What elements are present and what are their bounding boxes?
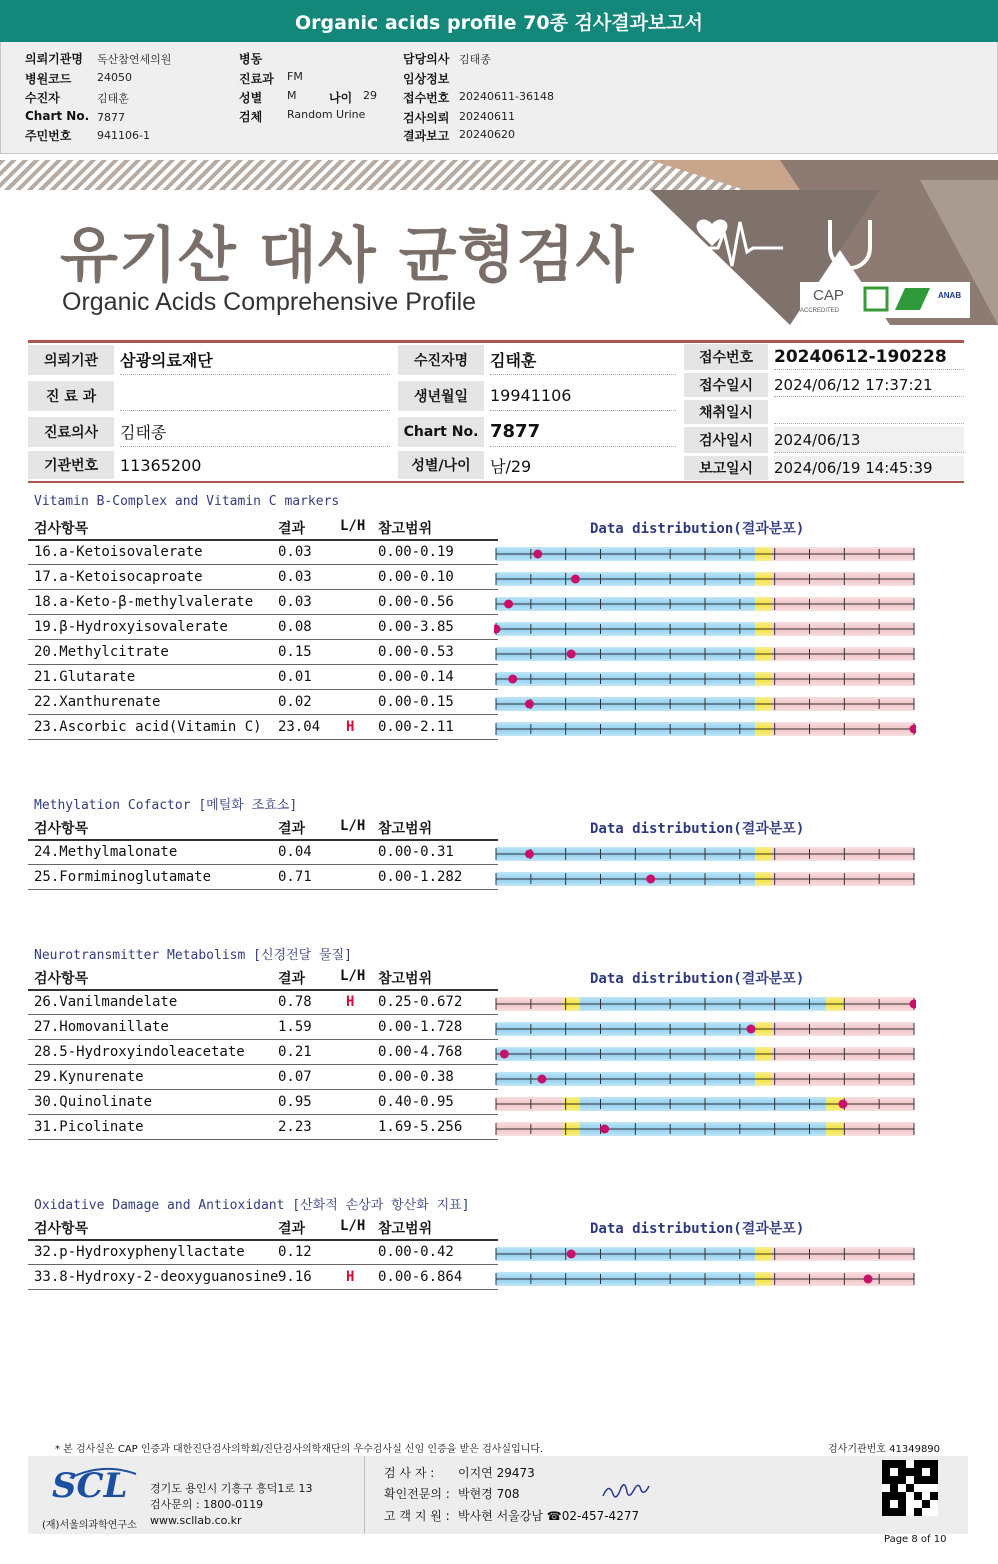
col-header-range: 참고범위 [378, 521, 433, 537]
test-result: 0.71 [278, 869, 312, 885]
header-value: 20240611 [459, 110, 515, 123]
result-marker [533, 550, 542, 559]
header-value: M [287, 89, 297, 102]
distribution-bar [494, 994, 916, 1014]
info-value: 19941106 [490, 381, 676, 411]
tester: 이지연 29473 [458, 1466, 535, 1480]
header-value: FM [287, 70, 303, 83]
test-range: 0.00-0.14 [378, 669, 454, 685]
distribution-bar [494, 869, 916, 889]
test-range: 0.00-1.282 [378, 869, 463, 885]
result-marker [864, 1275, 873, 1284]
distribution-bar [494, 544, 916, 564]
col-header-distribution: Data distribution(결과분포) [590, 521, 805, 537]
test-result: 0.21 [278, 1044, 312, 1060]
header-value: 7877 [97, 111, 125, 124]
test-flag: H [346, 719, 355, 735]
header-value: 29 [363, 89, 377, 102]
result-marker [746, 1025, 755, 1034]
col-header-result: 결과 [278, 821, 306, 837]
test-name: 27.Homovanillate [34, 1019, 169, 1035]
expert-label: 확인전문의 : [384, 1487, 450, 1501]
info-label: Chart No. [398, 417, 484, 447]
info-label: 보고일시 [684, 456, 768, 480]
lm-logo [865, 288, 887, 310]
table-row [28, 690, 498, 715]
distribution-bar [494, 644, 916, 664]
footer-divider [364, 1456, 365, 1534]
test-name: 31.Picolinate [34, 1119, 144, 1135]
banner-graphic [650, 160, 998, 325]
header-value: 20240620 [459, 128, 515, 141]
distribution-bar [494, 1069, 916, 1089]
header-label: Chart No. [25, 109, 90, 123]
qr-code-icon [882, 1460, 938, 1516]
info-value: 2024/06/12 17:37:21 [774, 373, 964, 397]
test-result: 0.78 [278, 994, 312, 1010]
test-name: 26.Vanilmandelate [34, 994, 178, 1010]
test-result: 23.04 [278, 719, 321, 735]
test-result: 0.03 [278, 594, 312, 610]
scl-logo: SCL [52, 1466, 128, 1506]
col-header-lh: L/H [340, 818, 366, 834]
info-label: 기관번호 [28, 451, 114, 479]
table-row [28, 640, 498, 665]
info-top-border [28, 340, 964, 343]
table-row [28, 840, 498, 865]
info-label: 성별/나이 [398, 451, 484, 479]
info-value: 7877 [490, 417, 676, 447]
result-marker [646, 875, 655, 884]
test-name: 30.Quinolinate [34, 1094, 153, 1110]
table-row [28, 590, 498, 615]
test-result: 0.03 [278, 569, 312, 585]
address: 경기도 용인시 기흥구 흥덕1로 13 [150, 1482, 313, 1495]
test-range: 0.00-0.15 [378, 694, 454, 710]
info-value: 2024/06/13 [774, 427, 964, 453]
info-value [774, 400, 964, 424]
header-label: 접수번호 [403, 91, 450, 105]
distribution-bar [494, 594, 916, 614]
header-value: 김태종 [459, 53, 491, 66]
header-label: 검체 [239, 110, 263, 124]
col-header-lh: L/H [340, 518, 366, 534]
test-flag: H [346, 1269, 355, 1285]
col-header-distribution: Data distribution(결과분포) [590, 1221, 805, 1237]
header-value: 김태훈 [97, 92, 129, 105]
test-name: 19.β-Hydroxyisovalerate [34, 619, 228, 635]
header-label: 검사의뢰 [403, 111, 450, 125]
test-result: 0.08 [278, 619, 312, 635]
test-name: 32.p-Hydroxyphenyllactate [34, 1244, 245, 1260]
table-row [28, 1265, 498, 1290]
table-row [28, 990, 498, 1015]
signature [600, 1478, 652, 1506]
result-marker [567, 1250, 576, 1259]
header-value: Random Urine [287, 108, 366, 121]
col-header-item: 검사항목 [34, 971, 89, 987]
col-header-result: 결과 [278, 971, 306, 987]
section-title: Neurotransmitter Metabolism [신경전달 물질] [34, 948, 352, 963]
header-label: 병동 [239, 52, 263, 66]
test-name: 22.Xanthurenate [34, 694, 161, 710]
test-name: 16.a-Ketoisovalerate [34, 544, 203, 560]
cap-logo: CAP [813, 287, 844, 304]
result-marker [571, 575, 580, 584]
test-range: 0.00-0.56 [378, 594, 454, 610]
info-label: 진료의사 [28, 417, 114, 447]
section-title: Vitamin B-Complex and Vitamin C markers [34, 494, 340, 509]
test-range: 0.25-0.672 [378, 994, 463, 1010]
anab-logo: ANAB [938, 291, 962, 300]
header-value: 24050 [97, 71, 132, 84]
info-value: 삼광의료재단 [120, 345, 390, 375]
test-name: 17.a-Ketoisocaproate [34, 569, 203, 585]
distribution-bar [494, 1269, 916, 1289]
result-marker [508, 675, 517, 684]
distribution-bar [494, 569, 916, 589]
test-result: 2.23 [278, 1119, 312, 1135]
table-row [28, 1015, 498, 1040]
header-label: 주민번호 [25, 129, 72, 143]
result-marker [525, 700, 534, 709]
test-name: 25.Formiminoglutamate [34, 869, 212, 885]
test-name: 20.Methylcitrate [34, 644, 169, 660]
test-result: 0.15 [278, 644, 312, 660]
col-header-result: 결과 [278, 1221, 306, 1237]
table-row [28, 665, 498, 690]
test-range: 0.00-6.864 [378, 1269, 463, 1285]
distribution-bar [494, 1094, 916, 1114]
info-value [120, 381, 390, 411]
table-row [28, 615, 498, 640]
test-result: 0.07 [278, 1069, 312, 1085]
distribution-bar [494, 844, 916, 864]
test-range: 0.40-0.95 [378, 1094, 454, 1110]
test-range: 0.00-0.42 [378, 1244, 454, 1260]
test-result: 0.03 [278, 544, 312, 560]
page-title: 유기산 대사 균형검사 [60, 221, 635, 291]
col-header-lh: L/H [340, 968, 366, 984]
test-name: 28.5-Hydroxyindoleacetate [34, 1044, 245, 1060]
result-marker [525, 850, 534, 859]
test-name: 24.Methylmalonate [34, 844, 178, 860]
test-result: 0.02 [278, 694, 312, 710]
info-bottom-border [28, 481, 964, 483]
header-label: 진료과 [239, 72, 274, 86]
col-header-result: 결과 [278, 521, 306, 537]
org-name: (재)서울의과학연구소 [42, 1520, 137, 1531]
header-value: 941106-1 [97, 129, 150, 142]
test-range: 0.00-3.85 [378, 619, 454, 635]
test-result: 0.01 [278, 669, 312, 685]
distribution-bar [494, 719, 916, 739]
info-label: 검사일시 [684, 427, 768, 453]
table-row [28, 715, 498, 740]
test-range: 0.00-0.10 [378, 569, 454, 585]
test-name: 18.a-Keto-β-methylvalerate [34, 594, 254, 610]
distribution-bar [494, 1019, 916, 1039]
header-label: 담당의사 [403, 52, 450, 66]
col-header-item: 검사항목 [34, 521, 89, 537]
table-row [28, 1115, 498, 1140]
header-value: 20240611-36148 [459, 90, 554, 103]
result-marker [537, 1075, 546, 1084]
test-result: 0.04 [278, 844, 312, 860]
header-label: 수진자 [25, 91, 60, 105]
table-row [28, 565, 498, 590]
tester-label: 검 사 자 : [384, 1466, 435, 1480]
info-value: 20240612-190228 [774, 344, 964, 370]
info-value: 김태종 [120, 417, 390, 447]
test-name: 21.Glutarate [34, 669, 136, 685]
report-header-info [0, 42, 998, 154]
test-result: 9.16 [278, 1269, 312, 1285]
col-header-lh: L/H [340, 1218, 366, 1234]
col-header-range: 참고범위 [378, 821, 433, 837]
test-range: 0.00-0.38 [378, 1069, 454, 1085]
header-label: 나이 [329, 91, 353, 105]
expert: 박현경 708 [458, 1487, 520, 1501]
section-title: Oxidative Damage and Antioxidant [산화적 손상과 항산화 지표] [34, 1198, 470, 1213]
result-marker [567, 650, 576, 659]
info-value: 남/29 [490, 456, 532, 476]
distribution-bar [494, 694, 916, 714]
support-label: 고 객 지 원 : [384, 1509, 450, 1523]
distribution-bar [494, 1244, 916, 1264]
header-value: 독산참연세의원 [97, 53, 172, 66]
distribution-bar [494, 669, 916, 689]
test-name: 29.Kynurenate [34, 1069, 144, 1085]
svg-text:ACCREDITED: ACCREDITED [800, 308, 840, 314]
institution-code: 검사기관번호 41349890 [828, 1444, 941, 1455]
distribution-bar [494, 619, 916, 639]
header-label: 성별 [239, 91, 263, 105]
footer-note: * 본 검사실은 CAP 인증과 대한진단검사의학회/진단검사의학재단의 우수검사실 신임 인증을 받은 검사실입니다. [55, 1444, 544, 1455]
support: 박사현 서울강남 ☎02-457-4277 [458, 1509, 640, 1523]
test-range: 0.00-2.11 [378, 719, 454, 735]
header-label: 의뢰기관명 [25, 52, 83, 66]
report-title: Organic acids profile 70종 검사결과보고서 [295, 11, 703, 34]
info-value: 11365200 [120, 455, 202, 475]
test-range: 1.69-5.256 [378, 1119, 463, 1135]
result-marker [838, 1100, 847, 1109]
info-label: 접수일시 [684, 373, 768, 397]
table-row [28, 1040, 498, 1065]
info-label: 채취일시 [684, 400, 768, 424]
table-row [28, 1240, 498, 1265]
info-label: 접수번호 [684, 344, 768, 370]
header-label: 결과보고 [403, 129, 450, 143]
report-title-bar [0, 0, 998, 42]
website[interactable]: www.scllab.co.kr [150, 1514, 242, 1527]
footer [28, 1456, 968, 1534]
test-range: 0.00-0.53 [378, 644, 454, 660]
result-marker [600, 1125, 609, 1134]
page-subtitle: Organic Acids Comprehensive Profile [62, 288, 477, 316]
test-range: 0.00-4.768 [378, 1044, 463, 1060]
logo-swoosh-icon [68, 1466, 138, 1480]
table-row [28, 1065, 498, 1090]
table-row [28, 1090, 498, 1115]
info-value: 2024/06/19 14:45:39 [774, 456, 964, 480]
info-label: 수진자명 [398, 345, 484, 375]
col-header-item: 검사항목 [34, 821, 89, 837]
col-header-range: 참고범위 [378, 971, 433, 987]
col-header-distribution: Data distribution(결과분포) [590, 821, 805, 837]
info-label: 진 료 과 [28, 381, 114, 411]
test-flag: H [346, 994, 355, 1010]
result-marker [500, 1050, 509, 1059]
test-range: 0.00-0.31 [378, 844, 454, 860]
col-header-distribution: Data distribution(결과분포) [590, 971, 805, 987]
test-range: 0.00-1.728 [378, 1019, 463, 1035]
test-result: 0.12 [278, 1244, 312, 1260]
result-marker [504, 600, 513, 609]
test-name: 33.8-Hydroxy-2-deoxyguanosine [34, 1269, 279, 1285]
col-header-range: 참고범위 [378, 1221, 433, 1237]
test-result: 0.95 [278, 1094, 312, 1110]
col-header-item: 검사항목 [34, 1221, 89, 1237]
test-result: 1.59 [278, 1019, 312, 1035]
header-label: 임상정보 [403, 72, 450, 86]
page-number: Page 8 of 10 [884, 1534, 947, 1545]
table-row [28, 865, 498, 890]
phone: 검사문의 : 1800-0119 [150, 1498, 264, 1511]
header-label: 병원코드 [25, 72, 72, 86]
section-title: Methylation Cofactor [메틸화 조효소] [34, 798, 298, 813]
test-range: 0.00-0.19 [378, 544, 454, 560]
info-label: 의뢰기관 [28, 345, 114, 375]
test-name: 23.Ascorbic acid(Vitamin C) [34, 719, 262, 735]
table-row [28, 540, 498, 565]
info-label: 생년월일 [398, 381, 484, 411]
distribution-bar [494, 1119, 916, 1139]
info-value: 김태훈 [490, 345, 676, 375]
distribution-bar [494, 1044, 916, 1064]
